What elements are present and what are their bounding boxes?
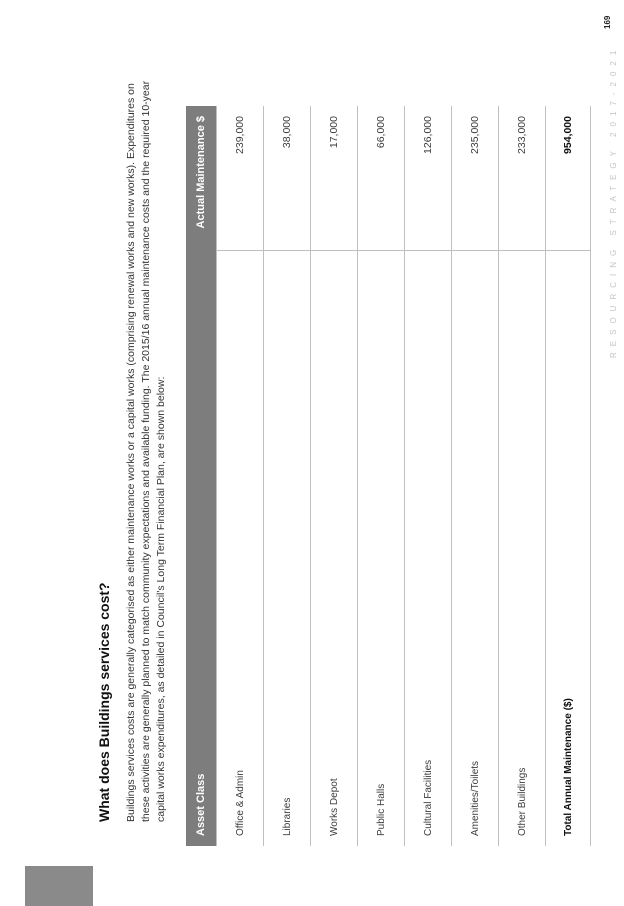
empty-cell: [311, 251, 358, 596]
header-actual-maintenance: Actual Maintenance $: [186, 106, 217, 251]
total-label: Total Annual Maintenance ($): [546, 596, 591, 846]
table-row: [452, 106, 499, 846]
page-number: 169: [603, 15, 612, 29]
empty-cell: [358, 251, 405, 596]
asset-class-cell: Amenities/Toilets: [452, 596, 499, 846]
maintenance-value-cell: 239,000: [217, 106, 264, 251]
asset-class-cell: Cultural Facilities: [405, 596, 452, 846]
maintenance-value-cell: 235,000: [452, 106, 499, 251]
maintenance-value-cell: 66,000: [358, 106, 405, 251]
maintenance-value-cell: 233,000: [499, 106, 546, 251]
table-row: [311, 106, 358, 846]
table-row: [264, 106, 311, 846]
asset-class-cell: Other Buildings: [499, 596, 546, 846]
asset-class-cell: Office & Admin: [217, 596, 264, 846]
total-value: 954,000: [546, 106, 591, 251]
footer-running-title: RESOURCING STRATEGY 2017-2021: [609, 44, 618, 358]
header-asset-class: Asset Class: [186, 251, 217, 846]
empty-cell: [217, 251, 264, 596]
intro-paragraph: Buildings services costs are generally categorised as either maintenance works or a capital works (comprising renewal works and new works). Expenditures on these activities are generally planned to match community expectations and available funding. The 2015/16 annual maintenance costs and the required 10-year capital works expenditures, as detailed in Council's Long Term Financial Plan, are shown below:: [125, 80, 167, 822]
page-heading: What does Buildings services cost?: [96, 582, 112, 822]
maintenance-table: [186, 106, 591, 846]
empty-cell: [499, 251, 546, 596]
table-row: [405, 106, 452, 846]
maintenance-value-cell: 17,000: [311, 106, 358, 251]
maintenance-value-cell: 38,000: [264, 106, 311, 251]
empty-cell: [405, 251, 452, 596]
asset-class-cell: Public Halls: [358, 596, 405, 846]
table-row: [499, 106, 546, 846]
empty-cell: [452, 251, 499, 596]
total-row: [546, 106, 591, 846]
maintenance-value-cell: 126,000: [405, 106, 452, 251]
empty-cell: [546, 251, 591, 596]
table-row: [358, 106, 405, 846]
asset-class-cell: Libraries: [264, 596, 311, 846]
asset-class-cell: Works Depot: [311, 596, 358, 846]
table-header-row: [186, 106, 217, 846]
empty-cell: [264, 251, 311, 596]
table-row: [217, 106, 264, 846]
